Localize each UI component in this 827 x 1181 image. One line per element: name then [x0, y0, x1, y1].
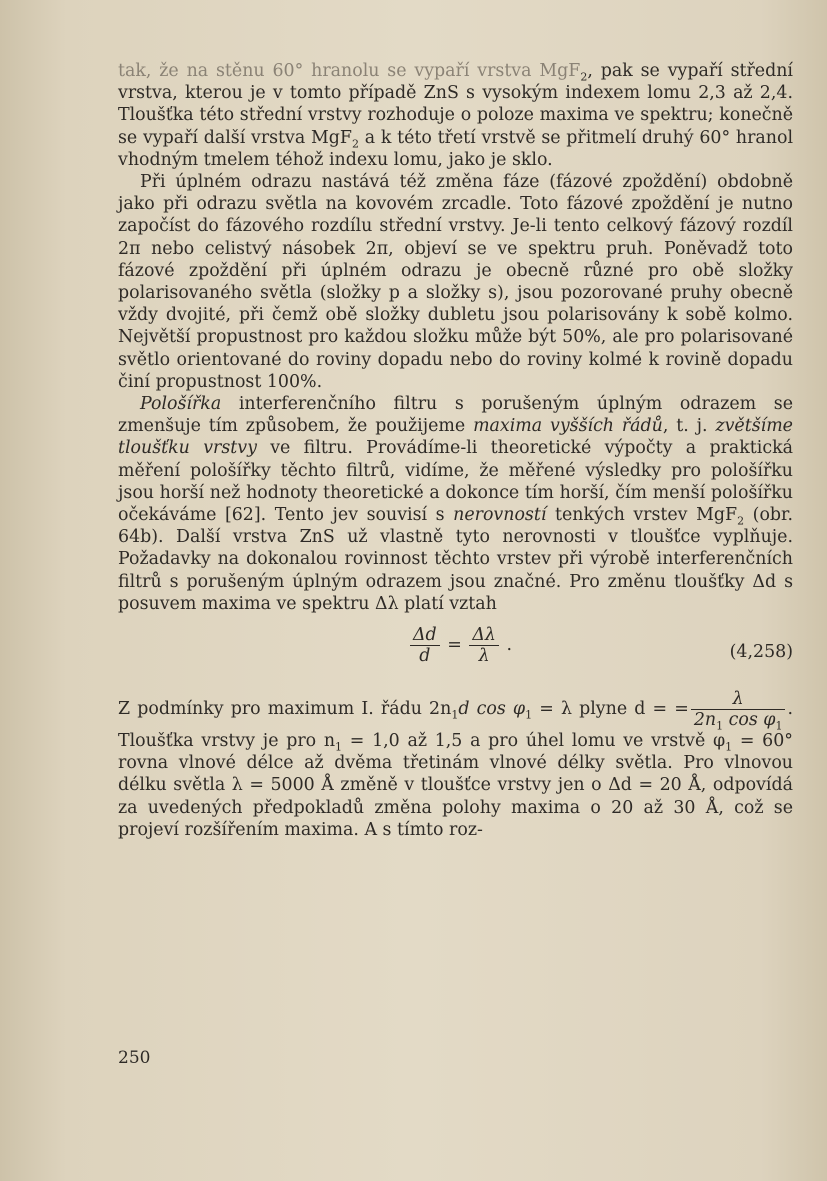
paragraph-3: Pološířka interferenčního filtru s porušeným úplným odrazem se zmenšuje tím způsobem, že použijeme maxima vyšších řádů, t. j. zvětšíme tloušťku vrstvy ve filtru. Provádíme-li theoretické výpočty a praktická měření pološířky těchto filtrů, vidíme, že měřené výsledky pro pološířku jsou horší než hodnoty theoretické a dokonce tím horší, čím menší pološířku očekáváme [62]. Tento jev souvisí s nerovností tenkých vrstev MgF$_2$ (obr. 64b). Další vrstva ZnS už vlastně tyto nerovnosti v tloušťce vyplňuje. Požadavky na dokonalou rovinnost těchto vrstev při výrobě interferenčních filtrů s porušeným úplným odrazem jsou značné. Pro změnu tloušťky Δd s posuvem maxima ve spektru Δλ platí vztah: [118, 394, 793, 614]
paragraph-4: Z podmínky pro maximum I. řádu $2n_1d$ $\cos \varphi_1 = \lambda$ plyne d = = $\frac{\lambda}{2n_1 \cos \varphi_1}$ . Tloušťka vrstvy je pro $n_1 = 1,0$ až 1,5 a pro úhel lomu ve vrstvě $\varphi_1 = 60^\circ$ rovna vlnové délce až dvěma třetinám vlnové délky světla. Pro vlnovou délku světla λ = 5000 Å změně v tloušťce vrstvy jen o Δd = 20 Å, odpovídá za uvedených předpokladů změna polohy maxima o 20 až 30 Å, což se projeví rozšířením maxima. A s tímto roz-: [118, 689, 794, 840]
equation-number: (4,258): [729, 642, 793, 663]
paragraph-2: Při úplném odrazu nastává též změna fáze (fázové zpoždění) obdobně jako při odrazu světla na kovovém zrcadle. Toto fázové zpoždění je nutno započíst do fázového rozdílu střední vrstvy. Je-li tento celkový fázový rozdíl 2π nebo celistvý násobek 2π, objeví se ve spektru pruh. Poněvadž toto fázové zpoždění při úplném odrazu je obecně různé pro obě složky polarisovaného světla (složky p a složky s), jsou pozorované pruhy obecně vždy dvojité, při čemž obě složky dubletu jsou polarisovány k sobě kolmo. Největší propustnost pro každou složku může být 50%, ale pro polarisované světlo orientované do roviny dopadu nebo do roviny kolmé k rovině dopadu činí propustnost 100%.: [118, 172, 793, 392]
body-text: [118, 60, 793, 841]
equation-4-258: [118, 621, 793, 685]
page-number: 250: [118, 1048, 151, 1068]
equation-period: .: [506, 635, 512, 656]
fraction-lhs: $\frac{\Delta d}{d}$: [410, 625, 440, 666]
equation-body: [408, 625, 512, 666]
fraction-rhs: $\frac{\Delta\lambda}{\lambda}$: [469, 625, 499, 666]
equals-sign: =: [447, 635, 462, 656]
paragraph-1: tak, že na stěnu 60° hranolu se vypaří vrstva MgF$_2$, pak se vypaří střední vrstva, kterou je v tomto případě ZnS s vysokým indexem lomu 2,3 až 2,4. Tloušťka této střední vrstvy rozhoduje o poloze maxima ve spektru; konečně se vypaří další vrstva MgF$_2$ a k této třetí vrstvě se přitmelí druhý 60° hranol vhodným tmelem téhož indexu lomu, jako je sklo.: [118, 61, 794, 170]
inline-fraction: $\frac{\lambda}{2n_1 \cos \varphi_1}$: [691, 689, 786, 730]
